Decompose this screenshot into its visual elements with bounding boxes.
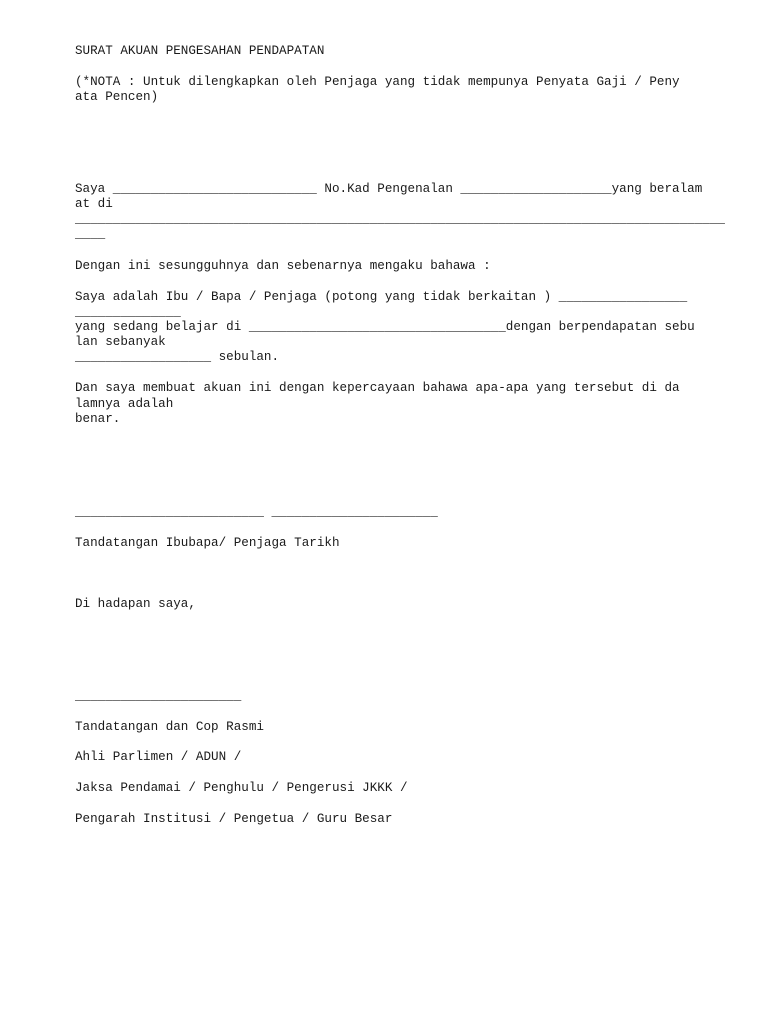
signature-blank-line: _________________________ ______________________: [75, 505, 438, 519]
truth-line-2: lamnya adalah: [75, 397, 174, 411]
income-line-2: lan sebanyak: [75, 335, 166, 349]
declaration-line-1: Saya ___________________________ No.Kad Pengenalan ____________________yang beralam: [75, 182, 703, 196]
witness-intro: Di hadapan saya,: [75, 597, 196, 611]
declaration-line-2: at di: [75, 197, 113, 211]
truth-line-3: benar.: [75, 412, 121, 426]
witness-signature-blank-line: ______________________: [75, 689, 242, 703]
income-line-3: __________________ sebulan.: [75, 350, 280, 364]
signature-caption: Tandatangan Ibubapa/ Penjaga Tarikh: [75, 536, 340, 550]
witness-role-stamp: Tandatangan dan Cop Rasmi: [75, 720, 264, 734]
truth-line-1: Dan saya membuat akuan ini dengan kepercayaan bahawa apa-apa yang tersebut di da: [75, 381, 680, 395]
note-line-2: ata Pencen): [75, 90, 159, 104]
income-line-1: yang sedang belajar di __________________________________dengan berpendapatan sebu: [75, 320, 695, 334]
parent-line-1: Saya adalah Ibu / Bapa / Penjaga (potong yang tidak berkaitan ) _________________: [75, 290, 688, 304]
note-line-1: (*NOTA : Untuk dilengkapkan oleh Penjaga yang tidak mempunya Penyata Gaji / Peny: [75, 75, 680, 89]
witness-role-justice: Jaksa Pendamai / Penghulu / Pengerusi JKKK /: [75, 781, 408, 795]
document-title: SURAT AKUAN PENGESAHAN PENDAPATAN: [75, 44, 325, 58]
statement-intro: Dengan ini sesungguhnya dan sebenarnya mengaku bahawa :: [75, 259, 491, 273]
witness-role-institution: Pengarah Institusi / Pengetua / Guru Besar: [75, 812, 393, 826]
address-blank-line: ______________________________________________________________________________________: [75, 212, 725, 226]
parent-line-2: ______________: [75, 305, 181, 319]
address-blank-line-continued: ____: [75, 227, 106, 241]
witness-role-parliament: Ahli Parlimen / ADUN /: [75, 750, 242, 764]
